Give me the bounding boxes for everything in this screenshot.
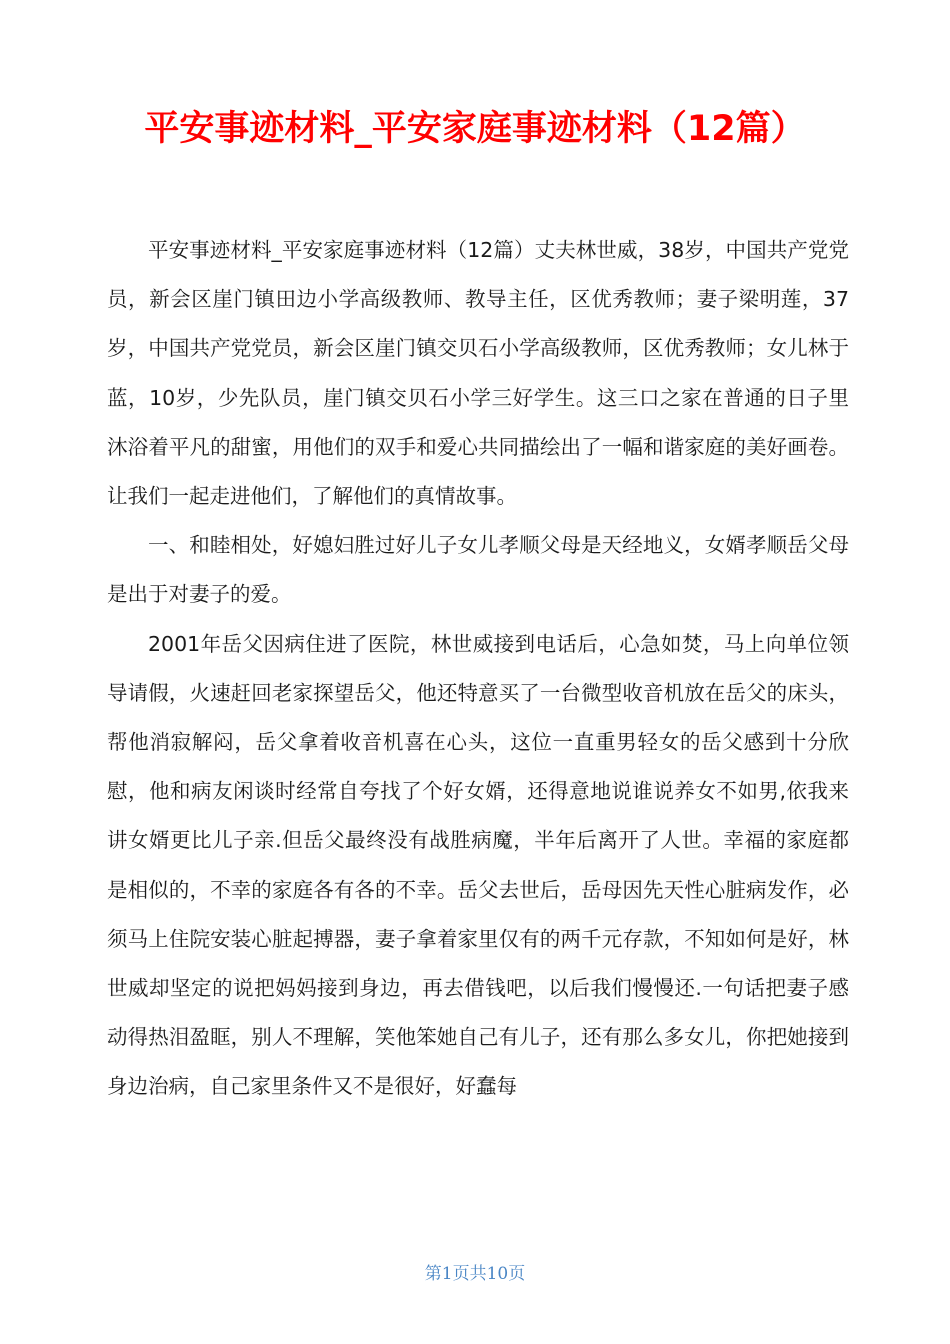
document-body bbox=[107, 226, 849, 1112]
paragraph-intro: 平安事迹材料_平安家庭事迹材料（12篇）丈夫林世威，38岁，中国共产党党员，新会区崖门镇田边小学高级教师、教导主任，区优秀教师；妻子梁明莲，37岁，中国共产党党员，新会区崖门镇交贝石小学高级教师，区优秀教师；女儿林于蓝，10岁，少先队员，崖门镇交贝石小学三好学生。这三口之家在普通的日子里沐浴着平凡的甜蜜，用他们的双手和爱心共同描绘出了一幅和谐家庭的美好画卷。让我们一起走进他们，了解他们的真情故事。 bbox=[107, 238, 849, 509]
paragraph-story: 2001年岳父因病住进了医院，林世威接到电话后，心急如焚，马上向单位领导请假，火速赶回老家探望岳父，他还特意买了一台微型收音机放在岳父的床头，帮他消寂解闷，岳父拿着收音机喜在心头，这位一直重男轻女的岳父感到十分欣慰，他和病友闲谈时经常自夸找了个好女婿，还得意地说谁说养女不如男,依我来讲女婿更比儿子亲.但岳父最终没有战胜病魔，半年后离开了人世。幸福的家庭都是相似的，不幸的家庭各有各的不幸。岳父去世后，岳母因先天性心脏病发作，必须马上住院安装心脏起搏器，妻子拿着家里仅有的两千元存款，不知如何是好，林世威却坚定的说把妈妈接到身边，再去借钱吧，以后我们慢慢还.一句话把妻子感动得热泪盈眶，别人不理解，笑他笨她自己有儿子，还有那么多女儿，你把她接到身边治病，自己家里条件又不是很好，好蠢每 bbox=[107, 631, 849, 1099]
document-title: 平安事迹材料_平安家庭事迹材料（12篇） bbox=[144, 109, 806, 149]
paragraph-section-one: 一、和睦相处，好媳妇胜过好儿子女儿孝顺父母是天经地义，女婿孝顺岳父母是出于对妻子的爱。 bbox=[107, 533, 849, 607]
page-number-footer: 第1页共10页 bbox=[424, 1264, 526, 1284]
